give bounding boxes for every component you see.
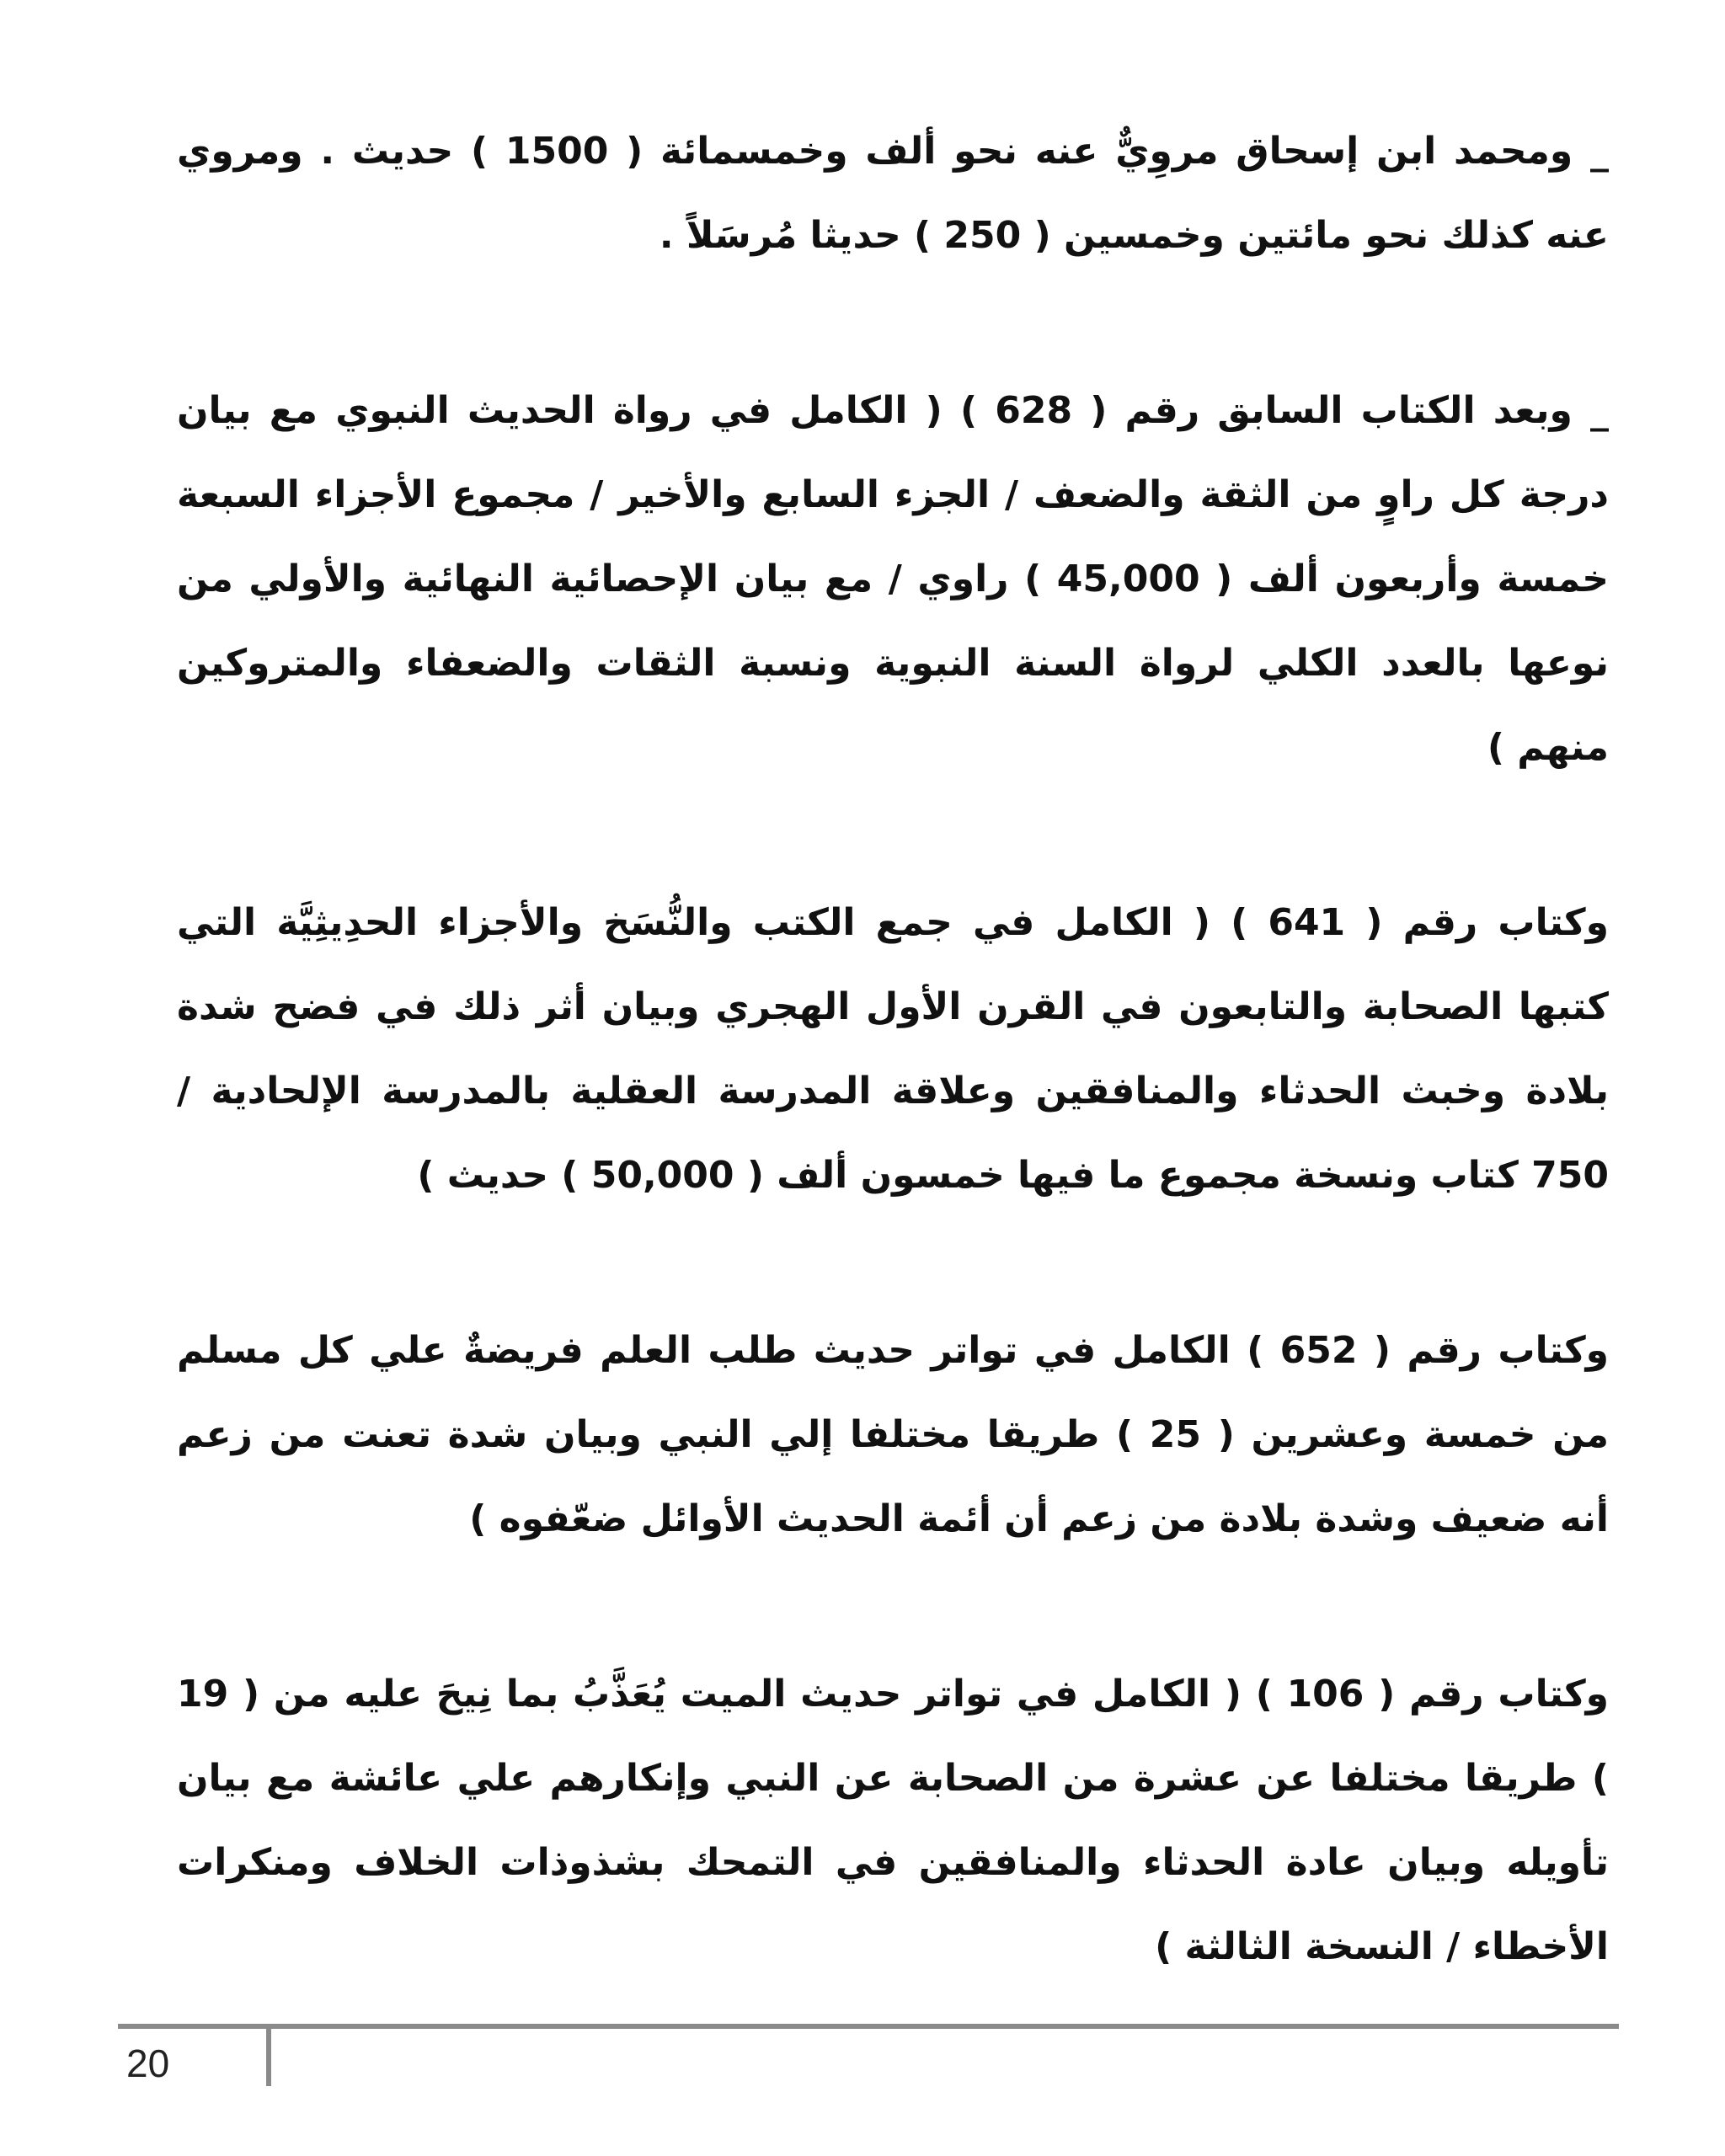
- footer-rule: [118, 2024, 1619, 2029]
- page-body: [177, 109, 1609, 2080]
- paragraph-ibn-ishaq: _ ومحمد ابن إسحاق مروِيٌّ عنه نحو ألف وخمسمائة ( 1500 ) حديث . ومروي عنه كذلك نحو مائتين وخمسين ( 250 ) حديثا مُرسَلاً .: [177, 130, 1609, 257]
- paragraph-book-641: وكتاب رقم ( 641 ) ( الكامل في جمع الكتب والنُّسَخ والأجزاء الحدِيثِيَّة التي كتبها الصحابة والتابعون في القرن الأول الهجري وبيان أثر ذلك في فضح شدة بلادة وخبث الحدثاء والمنافقين وعلاقة المدرسة العقلية بالمدرسة الإلحادية / 750 كتاب ونسخة مجموع ما فيها خمسون ألف ( 50,000 ) حديث ): [177, 901, 1609, 1197]
- paragraph-book-106: وكتاب رقم ( 106 ) ( الكامل في تواتر حديث الميت يُعَذَّبُ بما نِيحَ عليه من ( 19 ) طريقا مختلفا عن عشرة من الصحابة عن النبي وإنكارهم علي عائشة مع بيان تأويله وبيان عادة الحدثاء والمنافقين في التمحك بشذوذات الخلاف ومنكرات الأخطاء / النسخة الثالثة ): [177, 1673, 1610, 1968]
- footer-divider-tick: [266, 2024, 271, 2086]
- page-number: 20: [126, 2041, 170, 2085]
- paragraph-book-628: _ وبعد الكتاب السابق رقم ( 628 ) ( الكامل في رواة الحديث النبوي مع بيان درجة كل راوٍ من الثقة والضعف / الجزء السابع والأخير / مجموع الأجزاء السبعة خمسة وأربعون ألف ( 45,000 ) راوي / مع بيان الإحصائية النهائية والأولي من نوعها بالعدد الكلي لرواة السنة النبوية ونسبة الثقات والضعفاء والمتروكين منهم ): [177, 389, 1610, 769]
- paragraph-book-652: وكتاب رقم ( 652 ) الكامل في تواتر حديث طلب العلم فريضةٌ علي كل مسلم من خمسة وعشرين ( 25 ) طريقا مختلفا إلي النبي وبيان شدة تعنت من زعم أنه ضعيف وشدة بلادة من زعم أن أئمة الحديث الأوائل ضعّفوه ): [177, 1329, 1610, 1540]
